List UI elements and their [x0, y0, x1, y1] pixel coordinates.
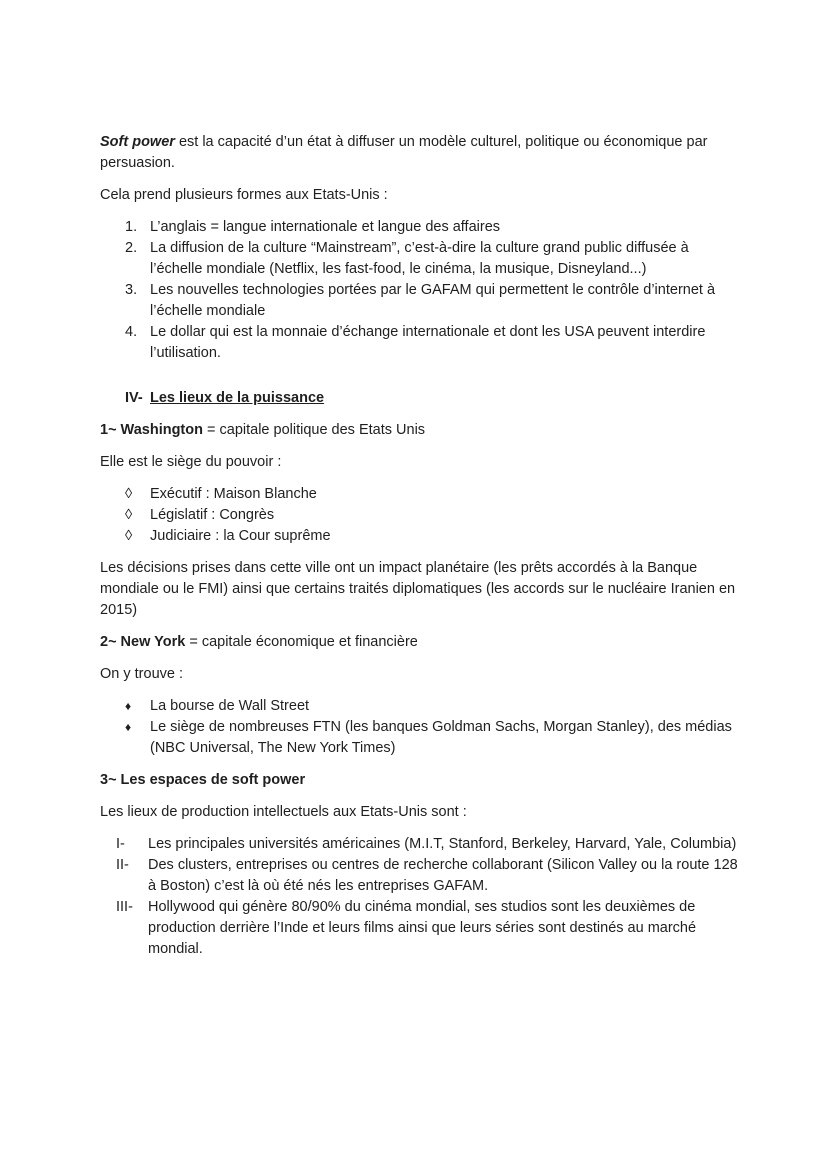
list-item-text: La bourse de Wall Street: [150, 698, 310, 714]
list-item-text: Exécutif : Maison Blanche: [150, 486, 317, 502]
list-item: [116, 855, 745, 897]
intro-paragraph: [100, 132, 745, 174]
list-item-roman-numeral: II-: [116, 857, 129, 873]
list-item-roman-numeral: I-: [116, 836, 125, 852]
list-item-text: Hollywood qui génère 80/90% du cinéma mondial, ses studios sont les deuxièmes de production derrière l’Inde et leurs films ainsi que leurs séries sont destinés au marché mondial.: [148, 899, 697, 957]
forms-intro-paragraph: Cela prend plusieurs formes aux Etats-Unis :: [100, 187, 388, 203]
washington-title-paragraph: [100, 420, 745, 441]
newyork-rest-text: = capitale économique et financière: [185, 634, 418, 650]
document-content: [100, 132, 745, 971]
list-item-text: Législatif : Congrès: [150, 507, 275, 523]
list-item-roman-numeral: III-: [116, 899, 133, 915]
list-item: [125, 505, 745, 526]
softpower-title-paragraph: [100, 770, 745, 791]
softpower-lead-text: 3~ Les espaces de soft power: [100, 772, 306, 788]
list-item-text: Des clusters, entreprises ou centres de recherche collaborant (Silicon Valley ou la route 128 à Boston) c’est là où été nés les entreprises GAFAM.: [148, 857, 738, 894]
newyork-list: [100, 696, 745, 759]
newyork-title-paragraph: [100, 632, 745, 653]
newyork-intro-paragraph: On y trouve :: [100, 666, 184, 682]
list-item: [125, 238, 745, 280]
lozenge-bullet-icon: ◊: [125, 528, 133, 544]
washington-lead-text: 1~ Washington: [100, 422, 203, 438]
section-heading-title: Les lieux de la puissance: [150, 390, 325, 406]
softpower-list: [100, 834, 745, 960]
list-item-text: Judiciaire : la Cour suprême: [150, 528, 331, 544]
softpower-intro-paragraph: Les lieux de production intellectuels aux Etats-Unis sont :: [100, 804, 467, 820]
washington-intro-paragraph: Elle est le siège du pouvoir :: [100, 454, 282, 470]
section-heading-iv: [100, 388, 745, 409]
list-item: [125, 484, 745, 505]
list-item-text: Le siège de nombreuses FTN (les banques Goldman Sachs, Morgan Stanley), des médias (NBC Universal, The New York Times): [150, 719, 732, 756]
lozenge-bullet-icon: ◊: [125, 486, 133, 502]
list-item: [125, 717, 745, 759]
forms-list: [100, 217, 745, 364]
intro-lead-text: Soft power: [100, 134, 175, 150]
newyork-lead-text: 2~ New York: [100, 634, 186, 650]
list-item: [125, 217, 745, 238]
washington-impact-paragraph: Les décisions prises dans cette ville ont un impact planétaire (les prêts accordés à la Banque mondiale ou le FMI) ainsi que certains traités diplomatiques (les accords sur le nucléaire Iranien en 2015): [100, 560, 736, 618]
list-item-number: 1.: [125, 219, 138, 235]
washington-list: [100, 484, 745, 547]
list-item-text: Les nouvelles technologies portées par le GAFAM qui permettent le contrôle d’internet à l’échelle mondiale: [150, 282, 716, 319]
list-item: [125, 280, 745, 322]
list-item-number: 2.: [125, 240, 138, 256]
list-item-number: 3.: [125, 282, 138, 298]
list-item: [125, 696, 745, 717]
list-item: [116, 897, 745, 960]
lozenge-bullet-icon: ◊: [125, 507, 133, 523]
list-item: [125, 322, 745, 364]
list-item-text: La diffusion de la culture “Mainstream”, c’est-à-dire la culture grand public diffusée à l’échelle mondiale (Netflix, les fast-food, le cinéma, la musique, Disneyland...): [150, 240, 689, 277]
list-item-text: Les principales universités américaines (M.I.T, Stanford, Berkeley, Harvard, Yale, Columbia): [148, 836, 737, 852]
diamond-bullet-icon: ♦: [125, 699, 132, 713]
list-item: [116, 834, 745, 855]
list-item: [125, 526, 745, 547]
list-item-text: Le dollar qui est la monnaie d’échange internationale et dont les USA peuvent interdire l’utilisation.: [150, 324, 706, 361]
list-item-text: L’anglais = langue internationale et langue des affaires: [150, 219, 501, 235]
diamond-bullet-icon: ♦: [125, 720, 132, 734]
washington-rest-text: = capitale politique des Etats Unis: [202, 422, 426, 438]
intro-rest-text: est la capacité d’un état à diffuser un modèle culturel, politique ou économique par persuasion.: [100, 134, 708, 171]
section-heading-numeral: IV-: [125, 390, 143, 406]
list-item-number: 4.: [125, 324, 138, 340]
